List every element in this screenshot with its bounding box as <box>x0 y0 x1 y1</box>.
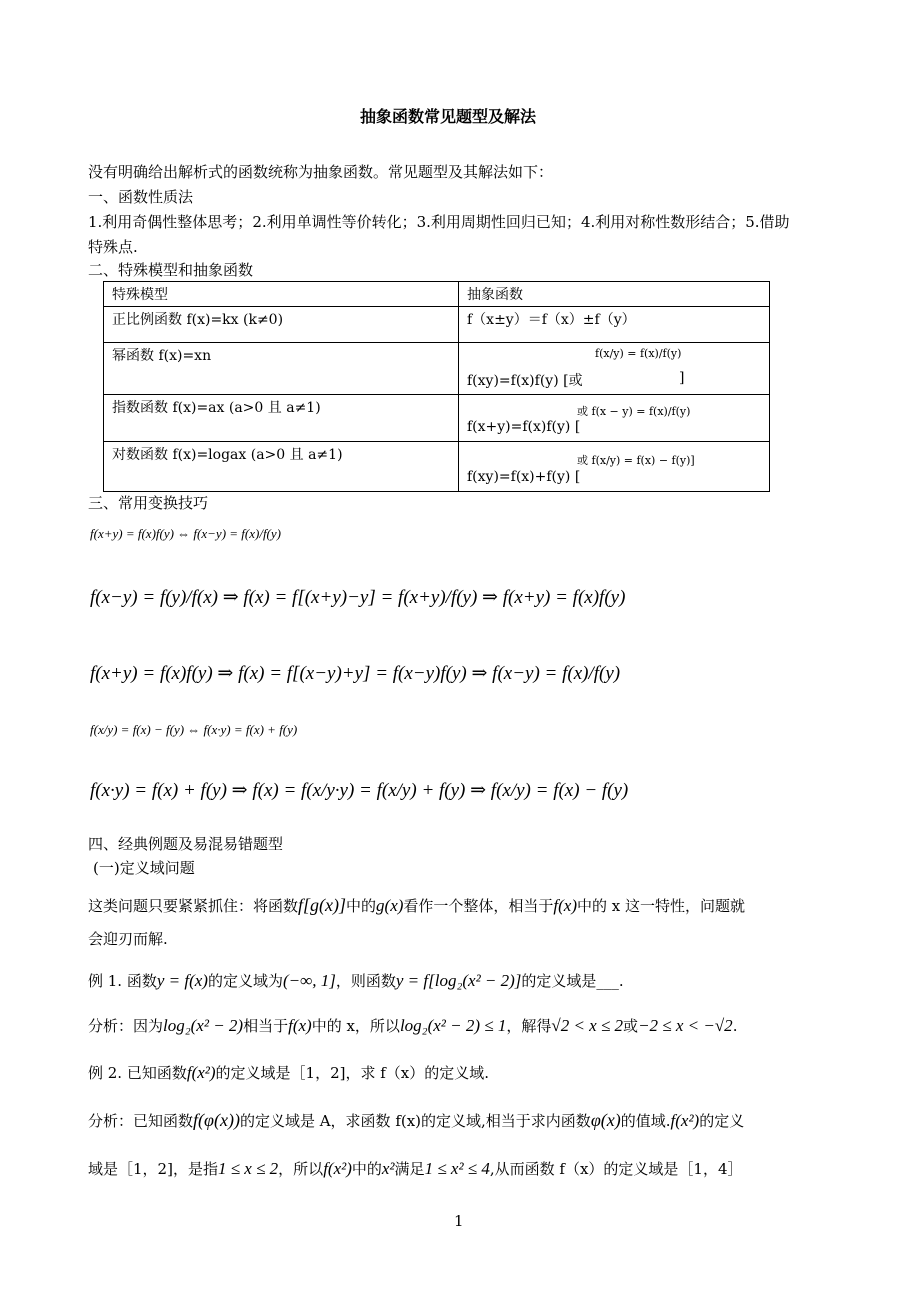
formula-1: f(x+y) = f(x)f(y) ⇔ f(x−y) = f(x)/f(y) <box>90 526 281 541</box>
formula-2: f(x−y) = f(y)/f(x) ⇒ f(x) = f[(x+y)−y] = f(x+y)/f(y) ⇒ f(x+y) = f(x)f(y) <box>90 587 626 608</box>
analysis-1: 分析：因为log₂(x² − 2)相当于f(x)中的 x，所以log₂(x² − 2) ≤ 1，解得√2 < x ≤ 2或−2 ≤ x < −√2. <box>88 1016 738 1035</box>
abstract-alt: 或 f(x/y) = f(x) − f(y)] <box>577 454 695 467</box>
table-row <box>104 343 770 395</box>
abstract-alt: 或 f(x − y) = f(x)/f(y) <box>577 405 691 418</box>
abstract-main: f(x+y)=f(x)f(y) [ <box>467 419 581 435</box>
table-row <box>104 395 770 442</box>
paragraph-1-line1: 这类问题只要紧紧抓住：将函数f[g(x)]中的g(x)看作一个整体，相当于f(x)中的 x 这一特性，问题就 <box>88 895 746 915</box>
formula-3: f(x+y) = f(x)f(y) ⇒ f(x) = f[(x−y)+y] = f(x−y)f(y) ⇒ f(x−y) = f(x)/f(y) <box>90 663 621 684</box>
formula-5: f(x·y) = f(x) + f(y) ⇒ f(x) = f(x/y·y) = f(x/y) + f(y) ⇒ f(x/y) = f(x) − f(y) <box>90 780 629 801</box>
model-table <box>103 281 770 492</box>
table-header-cell: 特殊模型 <box>104 282 459 307</box>
example-1: 例 1. 函数y = f(x)的定义域为(−∞, 1]，则函数y = f[log₂(x² − 2)]的定义域是___. <box>88 971 624 990</box>
abstract-cell <box>459 395 770 442</box>
model-cell: 正比例函数 f(x)=kx (k≠0) <box>104 307 459 343</box>
section-2-heading: 二、特殊模型和抽象函数 <box>88 261 254 279</box>
model-cell: 对数函数 f(x)=logax (a>0 且 a≠1) <box>104 442 459 492</box>
model-cell: 幂函数 f(x)=xn <box>104 343 459 395</box>
section-1-line1: 1.利用奇偶性整体思考；2.利用单调性等价转化；3.利用周期性回归已知；4.利用对称性数形结合；5.借助 <box>88 213 790 231</box>
abstract-cell: f（x±y）＝f（x）±f（y） <box>459 307 770 343</box>
section-3-heading: 三、常用变换技巧 <box>88 494 209 512</box>
table-row <box>104 307 770 343</box>
analysis-2-line1: 分析：已知函数f(φ(x))的定义域是 A，求函数 f(x)的定义域,相当于求内函数φ(x)的值域.f(x²)的定义 <box>88 1110 745 1130</box>
table-header-row <box>104 282 770 307</box>
abstract-cell <box>459 343 770 395</box>
analysis-2-line2: 域是［1，2]，是指1 ≤ x ≤ 2，所以f(x²)中的x²满足1 ≤ x² ≤ 4,从而函数 f（x）的定义域是［1，4］ <box>88 1159 743 1178</box>
section-4-heading: 四、经典例题及易混易错题型 <box>88 835 284 853</box>
abstract-alt: f(x/y) = f(x)/f(y) <box>595 347 682 360</box>
abstract-main: f(xy)=f(x)f(y) [或 <box>467 373 583 389</box>
intro-text: 没有明确给出解析式的函数统称为抽象函数。常见题型及其解法如下： <box>88 163 554 181</box>
subsection-heading: (一)定义域问题 <box>93 859 195 877</box>
page-title: 抽象函数常见题型及解法 <box>360 107 537 126</box>
abstract-close: ] <box>679 370 685 386</box>
paragraph-1-line2: 会迎刃而解. <box>88 930 168 948</box>
model-cell: 指数函数 f(x)=ax (a>0 且 a≠1) <box>104 395 459 442</box>
table-header-cell: 抽象函数 <box>459 282 770 307</box>
section-1-line2: 特殊点. <box>88 238 138 256</box>
example-2: 例 2. 已知函数f(x²)的定义域是［1，2]，求 f（x）的定义域. <box>88 1063 490 1082</box>
table-row <box>104 442 770 492</box>
abstract-cell <box>459 442 770 492</box>
section-1-heading: 一、函数性质法 <box>88 188 194 206</box>
abstract-main: f(xy)=f(x)+f(y) [ <box>467 469 581 485</box>
page-number: 1 <box>454 1212 464 1230</box>
formula-4: f(x/y) = f(x) − f(y) ⇔ f(x·y) = f(x) + f(y) <box>90 722 298 737</box>
